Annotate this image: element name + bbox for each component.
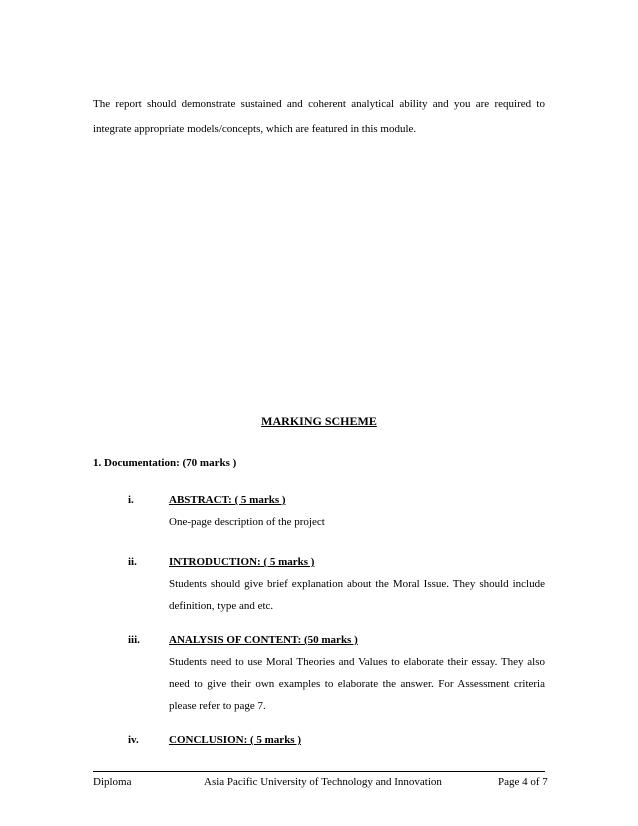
item-heading-introduction: INTRODUCTION: ( 5 marks ): [169, 556, 315, 568]
item-heading-abstract: ABSTRACT: ( 5 marks ): [169, 494, 286, 506]
item-numeral: ii.: [128, 556, 137, 568]
item-description-analysis-of-content: Students need to use Moral Theories and Values to elaborate their essay. They also need to give their own examples to elaborate the answer. For Assessment criteria please refer to page 7.: [169, 656, 545, 712]
item-heading-conclusion: CONCLUSION: ( 5 marks ): [169, 734, 301, 746]
item-numeral: iv.: [128, 734, 139, 746]
footer-course: Diploma: [93, 776, 132, 788]
intro-paragraph: The report should demonstrate sustained and coherent analytical ability and you are required to integrate appropriate models/concepts, which are featured in this module.: [93, 98, 545, 135]
footer-institution: Asia Pacific University of Technology and Innovation: [204, 776, 442, 788]
item-numeral: i.: [128, 494, 134, 506]
item-description-introduction: Students should give brief explanation about the Moral Issue. They should include definition, type and etc.: [169, 578, 545, 612]
footer-divider: [93, 771, 545, 772]
page-title: MARKING SCHEME: [261, 414, 377, 428]
footer-page-number: Page 4 of 7: [498, 776, 548, 788]
item-description-abstract: One-page description of the project: [169, 516, 325, 528]
item-heading-analysis-of-content: ANALYSIS OF CONTENT: (50 marks ): [169, 634, 358, 646]
section-heading-documentation: 1. Documentation: (70 marks ): [93, 457, 237, 469]
item-numeral: iii.: [128, 634, 140, 646]
